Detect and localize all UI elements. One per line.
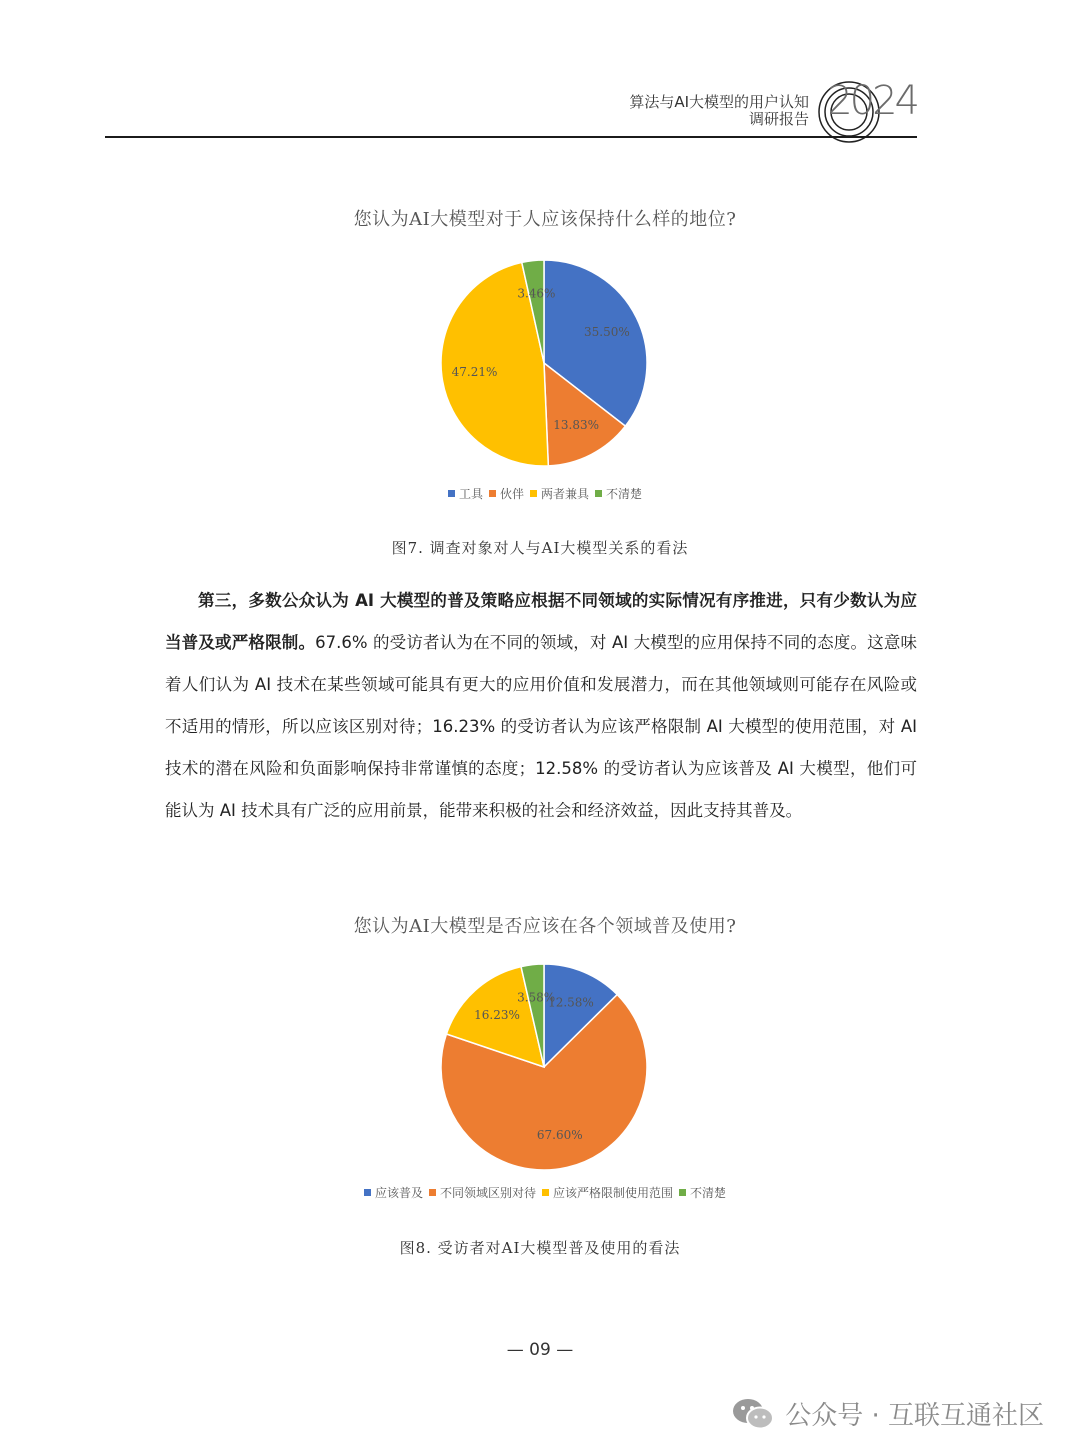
legend-label: 两者兼具: [541, 487, 590, 501]
page-header: [105, 70, 917, 142]
legend-swatch: [429, 1189, 436, 1196]
legend-item-4: [595, 485, 642, 502]
legend-swatch: [489, 490, 496, 497]
legend-swatch: [364, 1189, 371, 1196]
legend-item-1: [364, 1184, 423, 1201]
legend-swatch: [679, 1189, 686, 1196]
legend-item-1: [448, 485, 483, 502]
legend-item-3: [530, 485, 589, 502]
report-title-line2: 调研报告: [748, 110, 809, 128]
chart-title: 您认为AI大模型对于人应该保持什么样的地位?: [353, 209, 737, 230]
legend-label: 不清楚: [606, 487, 643, 501]
legend-swatch: [595, 490, 602, 497]
legend-swatch: [530, 490, 537, 497]
legend-label: 应该普及: [374, 1186, 423, 1200]
legend-item-3: [542, 1184, 673, 1201]
watermark: [731, 1395, 1044, 1432]
slice-label-2: 67.60%: [536, 1128, 583, 1143]
pie-chart-adoption: [340, 912, 750, 1212]
figure7-caption: 图7. 调查对象对人与AI大模型关系的看法: [391, 539, 689, 557]
slice-label-3: 16.23%: [474, 1008, 520, 1023]
pie-chart-role: [340, 205, 750, 520]
legend-label: 不清楚: [690, 1186, 727, 1200]
paragraph-lead: 第三，多数公众认为 AI 大模型的普及策略应根据不同领域的实际情况有序推进，只有少数认为应当普及或严格限制。: [165, 591, 917, 652]
slice-label-1: 35.50%: [584, 325, 630, 340]
legend-swatch: [448, 490, 455, 497]
slice-label-2: 13.83%: [553, 418, 600, 433]
legend-label: 伙伴: [499, 487, 524, 501]
page-number: — 09 —: [506, 1340, 574, 1360]
chart-legend: [340, 1184, 750, 1201]
slice-label-4: 3.58%: [517, 990, 556, 1005]
figure8-caption: 图8. 受访者对AI大模型普及使用的看法: [399, 1239, 681, 1257]
legend-swatch: [542, 1189, 549, 1196]
slice-label-3: 47.21%: [451, 365, 498, 380]
report-title: [629, 94, 809, 128]
paragraph-text: 67.6% 的受访者认为在不同的领域，对 AI 大模型的应用保持不同的态度。这意味着人们认为 AI 技术在某些领域可能具有更大的应用价值和发展潜力，而在其他领域则可能存在风险或不适用的情形，所以应该区别对待；16.23% 的受访者认为应该严格限制 AI 大模型的使用范围，对 AI 技术的潜在风险和负面影响保持非常谨慎的态度；12.58% 的受访者认为应该普及 AI 大模型，他们可能认为 AI 技术具有广泛的应用前景，能带来积极的社会和经济效益，因此支持其普及。: [165, 633, 918, 820]
legend-label: 工具: [458, 487, 483, 501]
watermark-text: 公众号 · 互联互通社区: [785, 1401, 1044, 1431]
report-title-line1: 算法与AI大模型的用户认知: [629, 93, 809, 111]
report-year: 2024: [827, 78, 917, 124]
header-divider: [105, 136, 917, 138]
legend-item-2: [429, 1184, 536, 1201]
wechat-icon: [731, 1396, 775, 1432]
legend-label: 不同领域区别对待: [439, 1186, 536, 1200]
chart-legend: [340, 485, 750, 502]
slice-label-4: 3.46%: [517, 286, 556, 301]
legend-label: 应该严格限制使用范围: [553, 1186, 674, 1200]
pie-chart-svg: [340, 957, 750, 1182]
legend-item-4: [679, 1184, 726, 1201]
slice-label-1: 12.58%: [548, 995, 594, 1010]
legend-item-2: [489, 485, 524, 502]
chart-title: 您认为AI大模型是否应该在各个领域普及使用?: [353, 916, 737, 937]
body-paragraph: [165, 580, 917, 832]
pie-chart-svg: [340, 253, 750, 483]
